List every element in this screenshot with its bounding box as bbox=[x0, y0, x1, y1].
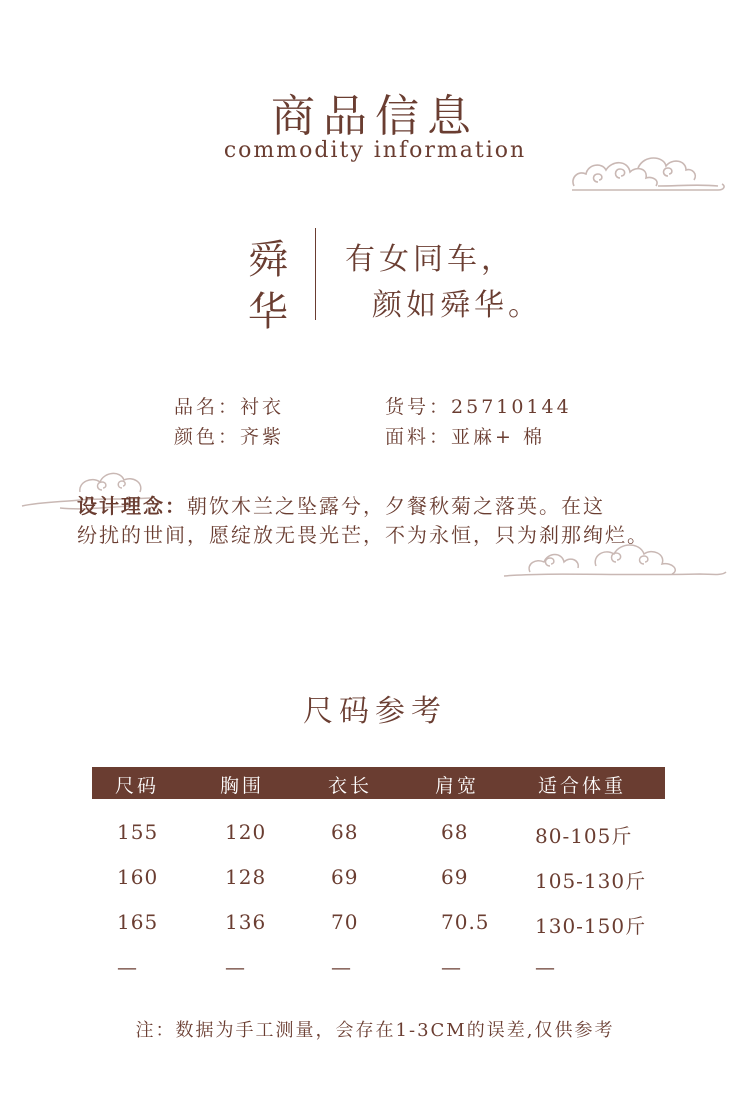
table-cell: 160 bbox=[117, 865, 159, 889]
size-table-header bbox=[92, 767, 665, 799]
table-cell: 80-105斤 bbox=[535, 824, 633, 848]
table-cell: — bbox=[225, 955, 246, 979]
product-name-char-2: 华 bbox=[248, 289, 288, 335]
table-cell: — bbox=[535, 955, 556, 979]
table-cell: 128 bbox=[225, 865, 267, 889]
design-concept-label: 设计理念： bbox=[77, 494, 187, 518]
header-length: 衣长 bbox=[328, 775, 373, 797]
divider-line bbox=[315, 228, 316, 320]
info-color-label: 颜色： bbox=[174, 426, 241, 448]
table-cell: 69 bbox=[441, 865, 469, 889]
design-concept-text-1: 朝饮木兰之坠露兮，夕餐秋菊之落英。在这 bbox=[187, 494, 605, 518]
info-sku-value: 25710144 bbox=[451, 396, 572, 418]
table-cell: 105-130斤 bbox=[535, 869, 647, 893]
header-size: 尺码 bbox=[115, 775, 160, 797]
design-concept-line-2: 纷扰的世间，愿绽放无畏光芒，不为永恒，只为刹那绚烂。 bbox=[77, 523, 649, 547]
table-cell: 165 bbox=[117, 910, 159, 934]
table-cell: 120 bbox=[225, 820, 267, 844]
table-cell: 130-150斤 bbox=[535, 914, 647, 938]
table-cell: 136 bbox=[225, 910, 267, 934]
page-title: 商品信息 bbox=[271, 91, 479, 142]
poem-line-1: 有女同车， bbox=[345, 242, 515, 277]
info-fabric-label: 面料： bbox=[385, 426, 452, 448]
table-cell: 70 bbox=[331, 910, 359, 934]
table-cell: 69 bbox=[331, 865, 359, 889]
info-name bbox=[174, 392, 284, 419]
info-name-value: 衬衣 bbox=[240, 396, 285, 418]
info-sku bbox=[385, 392, 572, 419]
product-name-char-1: 舜 bbox=[248, 237, 288, 283]
design-concept-line-1 bbox=[77, 492, 717, 521]
size-table-title: 尺码参考 bbox=[303, 694, 447, 729]
header-weight: 适合体重 bbox=[538, 775, 627, 797]
table-cell: 155 bbox=[117, 820, 159, 844]
cloud-decoration-top-right bbox=[568, 148, 728, 198]
info-fabric bbox=[385, 422, 545, 449]
header-shoulder: 肩宽 bbox=[435, 775, 480, 797]
poem-line-2: 颜如舜华。 bbox=[372, 288, 542, 323]
measurement-note: 注：数据为手工测量，会存在1-3CM的误差,仅供参考 bbox=[135, 1020, 615, 1041]
info-color-value: 齐紫 bbox=[240, 426, 285, 448]
info-color bbox=[174, 422, 284, 449]
table-cell: 68 bbox=[331, 820, 359, 844]
header-chest: 胸围 bbox=[220, 775, 265, 797]
info-sku-label: 货号： bbox=[385, 396, 452, 418]
table-cell: 70.5 bbox=[441, 910, 490, 934]
table-cell: — bbox=[441, 955, 462, 979]
table-cell: — bbox=[117, 955, 138, 979]
table-cell: — bbox=[331, 955, 352, 979]
page-subtitle: commodity information bbox=[223, 138, 527, 163]
info-fabric-value: 亚麻+ 棉 bbox=[451, 426, 545, 448]
info-name-label: 品名： bbox=[174, 396, 241, 418]
table-cell: 68 bbox=[441, 820, 469, 844]
